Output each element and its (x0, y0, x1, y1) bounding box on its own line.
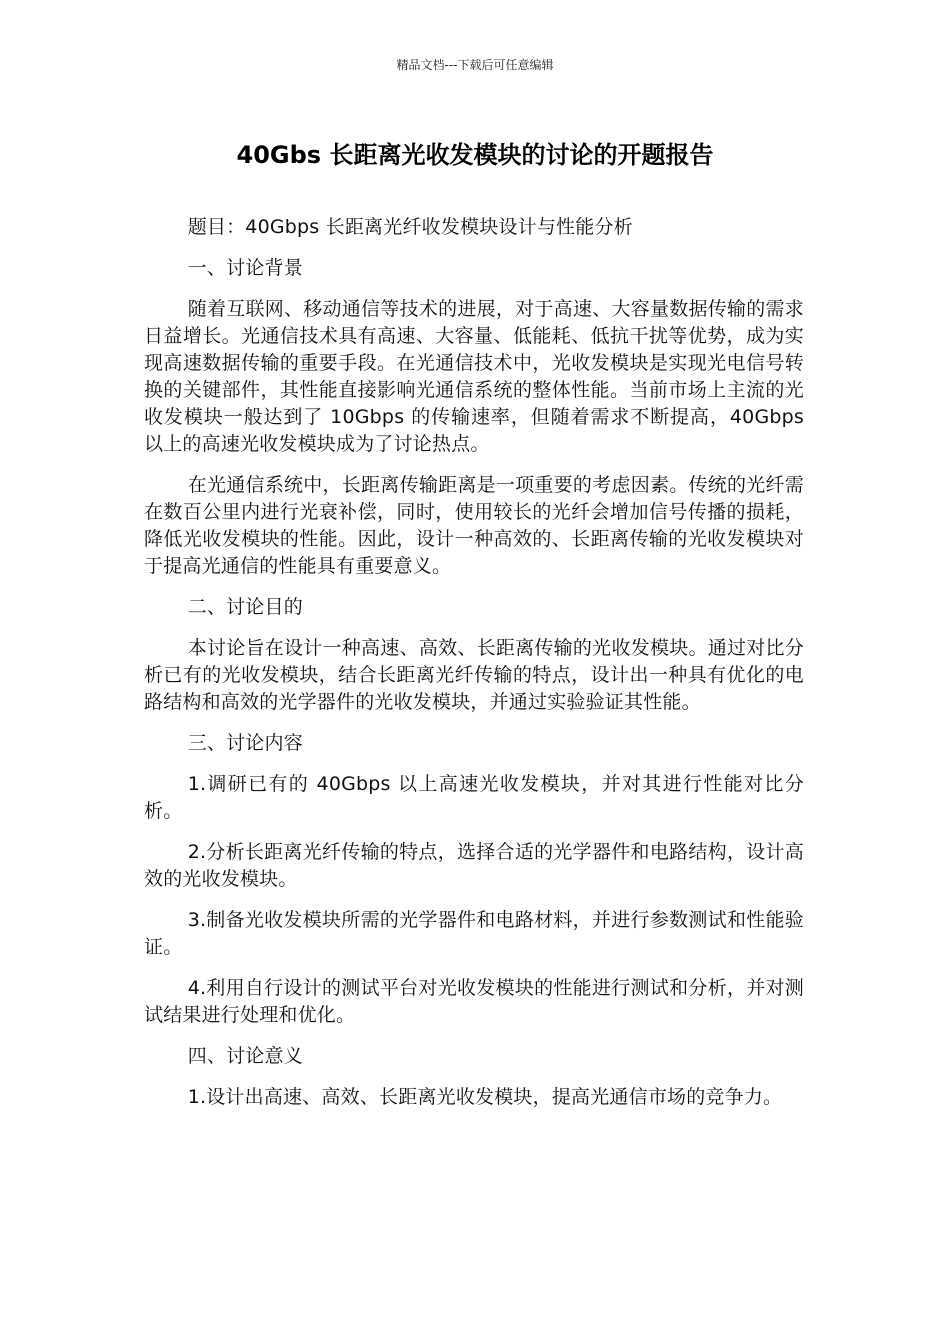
section-heading-purpose: 二、讨论目的 (187, 596, 303, 618)
section-heading-content: 三、讨论内容 (187, 732, 303, 754)
document-title: 40Gbs 长距离光收发模块的讨论的开题报告 (236, 141, 714, 169)
background-paragraph-2: 在光通信系统中，长距离传输距离是一项重要的考虑因素。传统的光纤需在数百公里内进行光衰补偿，同时，使用较长的光纤会增加信号传播的损耗，降低光收发模块的性能。因此，设计一种高效的、长距离传输的光收发模块对于提高光通信的性能具有重要意义。 (144, 474, 804, 577)
content-item-1: 1.调研已有的 40Gbps 以上高速光收发模块，并对其进行性能对比分析。 (144, 773, 804, 822)
background-paragraph-1: 随着互联网、移动通信等技术的进展，对于高速、大容量数据传输的需求日益增长。光通信技术具有高速、大容量、低能耗、低抗干扰等优势，成为实现高速数据传输的重要手段。在光通信技术中，光收发模块是实现光电信号转换的关键部件，其性能直接影响光通信系统的整体性能。当前市场上主流的光收发模块一般达到了 10Gbps 的传输速率，但随着需求不断提高，40Gbps 以上的高速光收发模块成为了讨论热点。 (144, 298, 804, 455)
section-heading-significance: 四、讨论意义 (187, 1045, 303, 1067)
topic-line: 题目：40Gbps 长距离光纤收发模块设计与性能分析 (187, 216, 633, 238)
significance-item-1: 1.设计出高速、高效、长距离光收发模块，提高光通信市场的竞争力。 (187, 1086, 783, 1108)
content-item-2: 2.分析长距离光纤传输的特点，选择合适的光学器件和电路结构，设计高效的光收发模块。 (144, 841, 804, 890)
document-body (144, 214, 804, 1125)
header-note: 精品文档---下载后可任意编辑 (396, 58, 554, 72)
content-item-4: 4.利用自行设计的测试平台对光收发模块的性能进行测试和分析，并对测试结果进行处理和优化。 (144, 977, 804, 1026)
content-item-3: 3.制备光收发模块所需的光学器件和电路材料，并进行参数测试和性能验证。 (144, 909, 804, 958)
section-heading-background: 一、讨论背景 (187, 257, 303, 279)
purpose-paragraph: 本讨论旨在设计一种高速、高效、长距离传输的光收发模块。通过对比分析已有的光收发模块，结合长距离光纤传输的特点，设计出一种具有优化的电路结构和高效的光学器件的光收发模块，并通过实验验证其性能。 (144, 637, 804, 713)
